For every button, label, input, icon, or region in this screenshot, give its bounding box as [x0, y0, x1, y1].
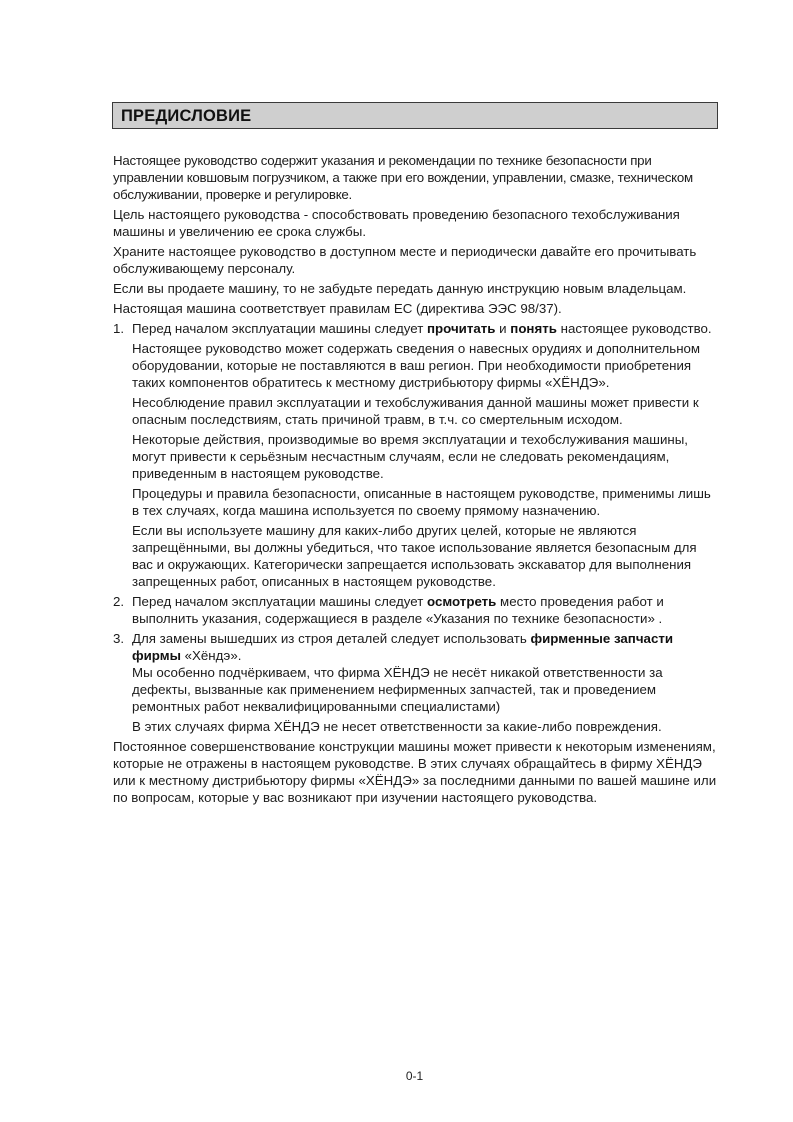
- emphasis-genuine-parts: фирменные запчасти фирмы: [132, 631, 674, 663]
- item-number: 3.: [113, 631, 125, 646]
- section-header: [112, 102, 718, 129]
- intro-paragraph: Настоящая машина соответствует правилам ЕС (директива ЭЭС 98/37).: [113, 301, 562, 316]
- body-text: [113, 152, 717, 809]
- item-number: 1.: [113, 321, 125, 336]
- item-sub-paragraph: Несоблюдение правил эксплуатации и техобслуживания данной машины может привести к опасным последствиям, стать причиной травм, в т.ч. со смертельным исходом.: [132, 395, 699, 427]
- item-sub-paragraph: В этих случаях фирма ХЁНДЭ не несет ответственности за какие-либо повреждения.: [132, 719, 662, 734]
- emphasis-understand: понять: [510, 321, 557, 336]
- numbered-item-2: [113, 593, 717, 627]
- item-number: 2.: [113, 594, 125, 609]
- item-lead-text: Для замены вышедших из строя деталей следует использовать фирменные запчасти фирмы «Хёндэ».: [132, 631, 674, 663]
- intro-paragraph: Цель настоящего руководства - способствовать проведению безопасного техобслуживания машины и увеличению ее срока службы.: [113, 207, 680, 239]
- intro-paragraph: Настоящее руководство содержит указания и рекомендации по технике безопасности при управлении ковшовым погрузчиком, а также при его вождении, управлении, смазке, техническом обслуживании, проверке и регулировке.: [113, 153, 693, 202]
- section-title: ПРЕДИСЛОВИЕ: [121, 107, 252, 125]
- item-lead-text: Перед началом эксплуатации машины следует прочитать и понять настоящее руководство.: [132, 321, 712, 336]
- numbered-item-1: [113, 320, 717, 590]
- item-sub-paragraph: Мы особенно подчёркиваем, что фирма ХЁНДЭ не несёт никакой ответственности за дефекты, вызванные как применением нефирменных запчастей, так и проведением ремонтных работ неквалифицированными специалистами): [132, 665, 663, 714]
- item-sub-paragraph: Настоящее руководство может содержать сведения о навесных орудиях и дополнительном оборудовании, которые не поставляются в ваш регион. При необходимости приобретения таких компонентов обратитесь к местному дистрибьютору фирмы «ХЁНДЭ».: [132, 341, 701, 390]
- numbered-item-3: [113, 630, 717, 735]
- closing-paragraph: Постоянное совершенствование конструкции машины может привести к некоторым изменениям, которые не отражены в настоящем руководстве. В этих случаях обращайтесь в фирму ХЁНДЭ или к местному дистрибьютору фирмы «ХЁНДЭ» за последними данными по вашей машине или по вопросам, которые у вас возникают при изучении настоящего руководства.: [113, 739, 717, 805]
- emphasis-read: прочитать: [427, 321, 496, 336]
- page-footer: [0, 1069, 793, 1083]
- page-number: 0-1: [405, 1069, 424, 1083]
- item-sub-paragraph: Если вы используете машину для каких-либо других целей, которые не являются запрещёнными, вы должны убедиться, что такое использование является безопасным для вас и окружающих. Категорически запрещается использовать экскаватор для выполнения запрещенных работ, описанных в настоящем руководстве.: [132, 523, 697, 589]
- intro-paragraph: Храните настоящее руководство в доступном месте и периодически давайте его прочитывать обслуживающему персоналу.: [113, 244, 697, 276]
- item-sub-paragraph: Некоторые действия, производимые во время эксплуатации и техобслуживания машины, могут привести к серьёзным несчастным случаям, если не следовать рекомендациям, приведенным в настоящем руководстве.: [132, 432, 688, 481]
- item-lead-text: Перед началом эксплуатации машины следует осмотреть место проведения работ и выполнить указания, содержащиеся в разделе «Указания по технике безопасности» .: [132, 594, 664, 626]
- intro-paragraph: Если вы продаете машину, то не забудьте передать данную инструкцию новым владельцам.: [113, 281, 687, 296]
- item-sub-paragraph: Процедуры и правила безопасности, описанные в настоящем руководстве, применимы лишь в тех случаях, когда машина используется по своему прямому назначению.: [132, 486, 711, 518]
- emphasis-inspect: осмотреть: [427, 594, 497, 609]
